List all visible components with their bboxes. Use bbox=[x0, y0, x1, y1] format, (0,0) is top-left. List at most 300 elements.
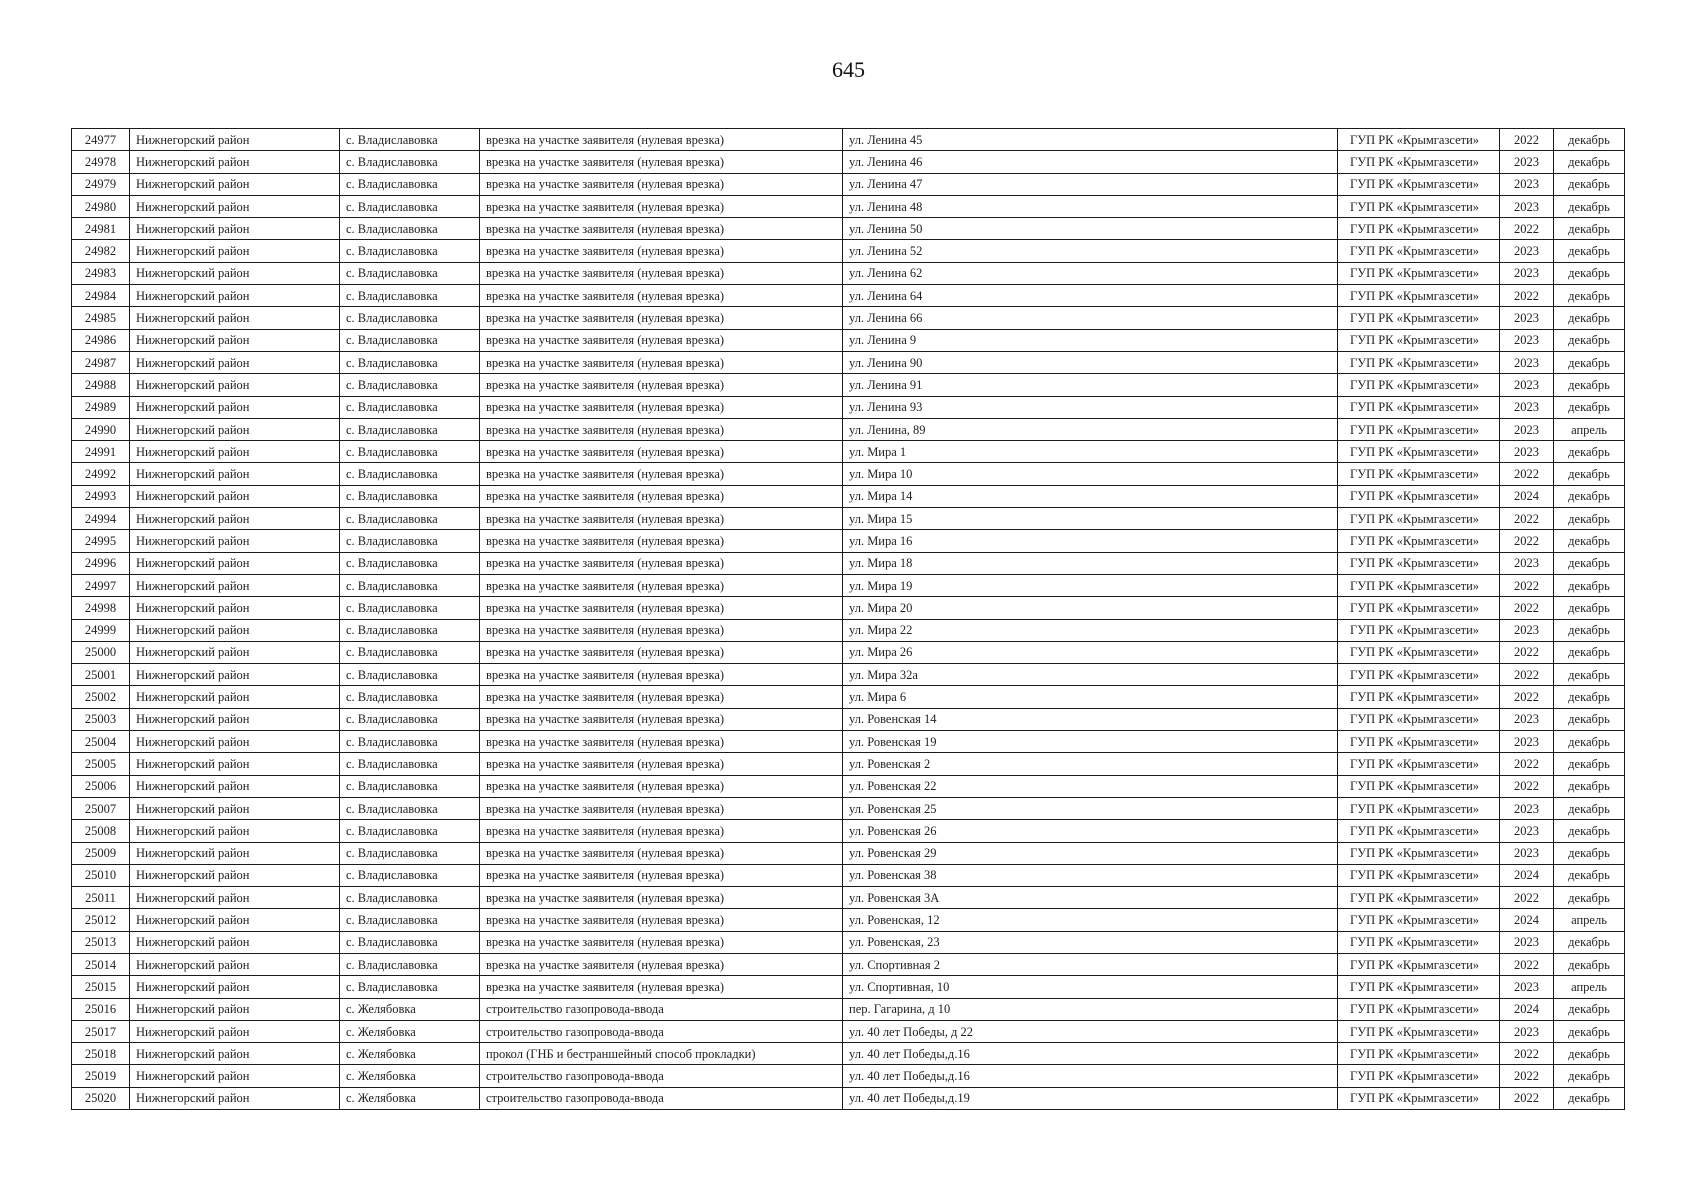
organization-cell: ГУП РК «Крымгазсети» bbox=[1338, 731, 1500, 753]
organization-cell: ГУП РК «Крымгазсети» bbox=[1338, 641, 1500, 663]
settlement-cell: с. Владиславовка bbox=[340, 953, 480, 975]
organization-cell: ГУП РК «Крымгазсети» bbox=[1338, 931, 1500, 953]
month-cell: декабрь bbox=[1554, 285, 1625, 307]
district-cell: Нижнегорский район bbox=[130, 820, 340, 842]
year-cell: 2023 bbox=[1500, 731, 1554, 753]
table-row bbox=[72, 797, 1625, 819]
settlement-cell: с. Владиславовка bbox=[340, 820, 480, 842]
table-row bbox=[72, 1020, 1625, 1042]
table-row bbox=[72, 686, 1625, 708]
work-type-cell: врезка на участке заявителя (нулевая врезка) bbox=[480, 686, 843, 708]
work-type-cell: врезка на участке заявителя (нулевая врезка) bbox=[480, 708, 843, 730]
settlement-cell: с. Владиславовка bbox=[340, 976, 480, 998]
month-cell: декабрь bbox=[1554, 240, 1625, 262]
work-type-cell: врезка на участке заявителя (нулевая врезка) bbox=[480, 374, 843, 396]
year-cell: 2024 bbox=[1500, 998, 1554, 1020]
organization-cell: ГУП РК «Крымгазсети» bbox=[1338, 1065, 1500, 1087]
organization-cell: ГУП РК «Крымгазсети» bbox=[1338, 909, 1500, 931]
organization-cell: ГУП РК «Крымгазсети» bbox=[1338, 396, 1500, 418]
work-type-cell: врезка на участке заявителя (нулевая врезка) bbox=[480, 485, 843, 507]
settlement-cell: с. Владиславовка bbox=[340, 307, 480, 329]
address-cell: ул. 40 лет Победы, д 22 bbox=[843, 1020, 1338, 1042]
work-type-cell: врезка на участке заявителя (нулевая врезка) bbox=[480, 530, 843, 552]
year-cell: 2023 bbox=[1500, 195, 1554, 217]
table-row bbox=[72, 151, 1625, 173]
address-cell: ул. Ленина 91 bbox=[843, 374, 1338, 396]
district-cell: Нижнегорский район bbox=[130, 463, 340, 485]
district-cell: Нижнегорский район bbox=[130, 508, 340, 530]
record-number-cell: 25001 bbox=[72, 664, 130, 686]
settlement-cell: с. Владиславовка bbox=[340, 485, 480, 507]
organization-cell: ГУП РК «Крымгазсети» bbox=[1338, 664, 1500, 686]
work-type-cell: строительство газопровода-ввода bbox=[480, 1087, 843, 1109]
district-cell: Нижнегорский район bbox=[130, 686, 340, 708]
work-type-cell: врезка на участке заявителя (нулевая врезка) bbox=[480, 574, 843, 596]
month-cell: декабрь bbox=[1554, 619, 1625, 641]
district-cell: Нижнегорский район bbox=[130, 998, 340, 1020]
record-number-cell: 25013 bbox=[72, 931, 130, 953]
district-cell: Нижнегорский район bbox=[130, 485, 340, 507]
register-table bbox=[71, 128, 1625, 1110]
address-cell: ул. Ровенская 26 bbox=[843, 820, 1338, 842]
district-cell: Нижнегорский район bbox=[130, 708, 340, 730]
address-cell: ул. Ленина 90 bbox=[843, 351, 1338, 373]
work-type-cell: врезка на участке заявителя (нулевая врезка) bbox=[480, 753, 843, 775]
table-row bbox=[72, 619, 1625, 641]
record-number-cell: 25003 bbox=[72, 708, 130, 730]
settlement-cell: с. Желябовка bbox=[340, 1020, 480, 1042]
settlement-cell: с. Владиславовка bbox=[340, 508, 480, 530]
month-cell: декабрь bbox=[1554, 441, 1625, 463]
table-row bbox=[72, 976, 1625, 998]
month-cell: декабрь bbox=[1554, 887, 1625, 909]
work-type-cell: врезка на участке заявителя (нулевая врезка) bbox=[480, 441, 843, 463]
organization-cell: ГУП РК «Крымгазсети» bbox=[1338, 1020, 1500, 1042]
address-cell: ул. Мира 22 bbox=[843, 619, 1338, 641]
settlement-cell: с. Желябовка bbox=[340, 1087, 480, 1109]
district-cell: Нижнегорский район bbox=[130, 574, 340, 596]
record-number-cell: 25004 bbox=[72, 731, 130, 753]
organization-cell: ГУП РК «Крымгазсети» bbox=[1338, 842, 1500, 864]
work-type-cell: врезка на участке заявителя (нулевая врезка) bbox=[480, 597, 843, 619]
work-type-cell: врезка на участке заявителя (нулевая врезка) bbox=[480, 151, 843, 173]
address-cell: ул. Ровенская 14 bbox=[843, 708, 1338, 730]
organization-cell: ГУП РК «Крымгазсети» bbox=[1338, 820, 1500, 842]
table-row bbox=[72, 285, 1625, 307]
record-number-cell: 24979 bbox=[72, 173, 130, 195]
table-row bbox=[72, 463, 1625, 485]
district-cell: Нижнегорский район bbox=[130, 775, 340, 797]
table-row bbox=[72, 195, 1625, 217]
work-type-cell: врезка на участке заявителя (нулевая врезка) bbox=[480, 731, 843, 753]
settlement-cell: с. Желябовка bbox=[340, 1065, 480, 1087]
district-cell: Нижнегорский район bbox=[130, 753, 340, 775]
record-number-cell: 25019 bbox=[72, 1065, 130, 1087]
organization-cell: ГУП РК «Крымгазсети» bbox=[1338, 998, 1500, 1020]
month-cell: декабрь bbox=[1554, 530, 1625, 552]
record-number-cell: 24981 bbox=[72, 218, 130, 240]
address-cell: ул. Ленина 50 bbox=[843, 218, 1338, 240]
work-type-cell: врезка на участке заявителя (нулевая врезка) bbox=[480, 820, 843, 842]
address-cell: пер. Гагарина, д 10 bbox=[843, 998, 1338, 1020]
organization-cell: ГУП РК «Крымгазсети» bbox=[1338, 240, 1500, 262]
address-cell: ул. Ленина 93 bbox=[843, 396, 1338, 418]
record-number-cell: 24988 bbox=[72, 374, 130, 396]
district-cell: Нижнегорский район bbox=[130, 552, 340, 574]
organization-cell: ГУП РК «Крымгазсети» bbox=[1338, 351, 1500, 373]
year-cell: 2024 bbox=[1500, 909, 1554, 931]
record-number-cell: 24990 bbox=[72, 418, 130, 440]
organization-cell: ГУП РК «Крымгазсети» bbox=[1338, 775, 1500, 797]
year-cell: 2023 bbox=[1500, 240, 1554, 262]
address-cell: ул. Ленина 64 bbox=[843, 285, 1338, 307]
month-cell: декабрь bbox=[1554, 842, 1625, 864]
settlement-cell: с. Владиславовка bbox=[340, 641, 480, 663]
district-cell: Нижнегорский район bbox=[130, 351, 340, 373]
year-cell: 2022 bbox=[1500, 1065, 1554, 1087]
settlement-cell: с. Владиславовка bbox=[340, 463, 480, 485]
work-type-cell: врезка на участке заявителя (нулевая врезка) bbox=[480, 864, 843, 886]
district-cell: Нижнегорский район bbox=[130, 597, 340, 619]
record-number-cell: 24995 bbox=[72, 530, 130, 552]
year-cell: 2022 bbox=[1500, 463, 1554, 485]
organization-cell: ГУП РК «Крымгазсети» bbox=[1338, 574, 1500, 596]
year-cell: 2022 bbox=[1500, 129, 1554, 151]
record-number-cell: 24982 bbox=[72, 240, 130, 262]
address-cell: ул. Мира 18 bbox=[843, 552, 1338, 574]
table-row bbox=[72, 1043, 1625, 1065]
settlement-cell: с. Владиславовка bbox=[340, 797, 480, 819]
table-row bbox=[72, 731, 1625, 753]
year-cell: 2023 bbox=[1500, 351, 1554, 373]
table-row bbox=[72, 641, 1625, 663]
table-row bbox=[72, 842, 1625, 864]
work-type-cell: врезка на участке заявителя (нулевая врезка) bbox=[480, 775, 843, 797]
address-cell: ул. Ленина 45 bbox=[843, 129, 1338, 151]
year-cell: 2022 bbox=[1500, 530, 1554, 552]
table-row bbox=[72, 218, 1625, 240]
district-cell: Нижнегорский район bbox=[130, 664, 340, 686]
settlement-cell: с. Владиславовка bbox=[340, 686, 480, 708]
district-cell: Нижнегорский район bbox=[130, 307, 340, 329]
organization-cell: ГУП РК «Крымгазсети» bbox=[1338, 708, 1500, 730]
address-cell: ул. 40 лет Победы,д.19 bbox=[843, 1087, 1338, 1109]
record-number-cell: 25002 bbox=[72, 686, 130, 708]
month-cell: декабрь bbox=[1554, 931, 1625, 953]
settlement-cell: с. Владиславовка bbox=[340, 619, 480, 641]
settlement-cell: с. Владиславовка bbox=[340, 552, 480, 574]
organization-cell: ГУП РК «Крымгазсети» bbox=[1338, 418, 1500, 440]
organization-cell: ГУП РК «Крымгазсети» bbox=[1338, 864, 1500, 886]
settlement-cell: с. Владиславовка bbox=[340, 931, 480, 953]
settlement-cell: с. Владиславовка bbox=[340, 218, 480, 240]
record-number-cell: 24978 bbox=[72, 151, 130, 173]
year-cell: 2023 bbox=[1500, 842, 1554, 864]
work-type-cell: врезка на участке заявителя (нулевая врезка) bbox=[480, 976, 843, 998]
year-cell: 2022 bbox=[1500, 1043, 1554, 1065]
year-cell: 2022 bbox=[1500, 285, 1554, 307]
record-number-cell: 24993 bbox=[72, 485, 130, 507]
month-cell: декабрь bbox=[1554, 731, 1625, 753]
work-type-cell: врезка на участке заявителя (нулевая врезка) bbox=[480, 329, 843, 351]
year-cell: 2023 bbox=[1500, 820, 1554, 842]
organization-cell: ГУП РК «Крымгазсети» bbox=[1338, 1043, 1500, 1065]
month-cell: декабрь bbox=[1554, 307, 1625, 329]
settlement-cell: с. Владиславовка bbox=[340, 864, 480, 886]
month-cell: декабрь bbox=[1554, 664, 1625, 686]
table-row bbox=[72, 129, 1625, 151]
address-cell: ул. Ленина 62 bbox=[843, 262, 1338, 284]
organization-cell: ГУП РК «Крымгазсети» bbox=[1338, 173, 1500, 195]
month-cell: декабрь bbox=[1554, 1043, 1625, 1065]
work-type-cell: врезка на участке заявителя (нулевая врезка) bbox=[480, 664, 843, 686]
month-cell: декабрь bbox=[1554, 686, 1625, 708]
record-number-cell: 24985 bbox=[72, 307, 130, 329]
table-row bbox=[72, 953, 1625, 975]
settlement-cell: с. Владиславовка bbox=[340, 329, 480, 351]
month-cell: декабрь bbox=[1554, 1087, 1625, 1109]
settlement-cell: с. Владиславовка bbox=[340, 285, 480, 307]
address-cell: ул. 40 лет Победы,д.16 bbox=[843, 1043, 1338, 1065]
settlement-cell: с. Владиславовка bbox=[340, 708, 480, 730]
table-row bbox=[72, 775, 1625, 797]
table-row bbox=[72, 485, 1625, 507]
month-cell: декабрь bbox=[1554, 998, 1625, 1020]
district-cell: Нижнегорский район bbox=[130, 441, 340, 463]
work-type-cell: прокол (ГНБ и бестраншейный способ прокладки) bbox=[480, 1043, 843, 1065]
month-cell: декабрь bbox=[1554, 1020, 1625, 1042]
record-number-cell: 25017 bbox=[72, 1020, 130, 1042]
record-number-cell: 24992 bbox=[72, 463, 130, 485]
work-type-cell: врезка на участке заявителя (нулевая врезка) bbox=[480, 953, 843, 975]
address-cell: ул. Мира 14 bbox=[843, 485, 1338, 507]
year-cell: 2023 bbox=[1500, 708, 1554, 730]
work-type-cell: врезка на участке заявителя (нулевая врезка) bbox=[480, 240, 843, 262]
work-type-cell: врезка на участке заявителя (нулевая врезка) bbox=[480, 285, 843, 307]
record-number-cell: 25014 bbox=[72, 953, 130, 975]
register-body bbox=[72, 129, 1625, 1110]
table-row bbox=[72, 552, 1625, 574]
organization-cell: ГУП РК «Крымгазсети» bbox=[1338, 329, 1500, 351]
month-cell: декабрь bbox=[1554, 351, 1625, 373]
record-number-cell: 25012 bbox=[72, 909, 130, 931]
work-type-cell: врезка на участке заявителя (нулевая врезка) bbox=[480, 842, 843, 864]
address-cell: ул. Ленина, 89 bbox=[843, 418, 1338, 440]
organization-cell: ГУП РК «Крымгазсети» bbox=[1338, 485, 1500, 507]
settlement-cell: с. Владиславовка bbox=[340, 909, 480, 931]
table-row bbox=[72, 173, 1625, 195]
organization-cell: ГУП РК «Крымгазсети» bbox=[1338, 441, 1500, 463]
address-cell: ул. Ровенская, 23 bbox=[843, 931, 1338, 953]
district-cell: Нижнегорский район bbox=[130, 731, 340, 753]
record-number-cell: 24980 bbox=[72, 195, 130, 217]
work-type-cell: строительство газопровода-ввода bbox=[480, 1065, 843, 1087]
year-cell: 2023 bbox=[1500, 931, 1554, 953]
year-cell: 2022 bbox=[1500, 664, 1554, 686]
table-row bbox=[72, 508, 1625, 530]
settlement-cell: с. Владиславовка bbox=[340, 351, 480, 373]
address-cell: ул. Мира 20 bbox=[843, 597, 1338, 619]
organization-cell: ГУП РК «Крымгазсети» bbox=[1338, 151, 1500, 173]
address-cell: ул. Ровенская 3А bbox=[843, 887, 1338, 909]
work-type-cell: врезка на участке заявителя (нулевая врезка) bbox=[480, 351, 843, 373]
month-cell: апрель bbox=[1554, 976, 1625, 998]
settlement-cell: с. Владиславовка bbox=[340, 887, 480, 909]
address-cell: ул. Мира 6 bbox=[843, 686, 1338, 708]
address-cell: ул. Ровенская 25 bbox=[843, 797, 1338, 819]
month-cell: декабрь bbox=[1554, 508, 1625, 530]
settlement-cell: с. Владиславовка bbox=[340, 731, 480, 753]
year-cell: 2022 bbox=[1500, 1087, 1554, 1109]
record-number-cell: 25005 bbox=[72, 753, 130, 775]
address-cell: ул. Ленина 9 bbox=[843, 329, 1338, 351]
district-cell: Нижнегорский район bbox=[130, 418, 340, 440]
month-cell: декабрь bbox=[1554, 864, 1625, 886]
record-number-cell: 24991 bbox=[72, 441, 130, 463]
organization-cell: ГУП РК «Крымгазсети» bbox=[1338, 530, 1500, 552]
district-cell: Нижнегорский район bbox=[130, 530, 340, 552]
address-cell: ул. Ровенская 22 bbox=[843, 775, 1338, 797]
month-cell: апрель bbox=[1554, 418, 1625, 440]
work-type-cell: врезка на участке заявителя (нулевая врезка) bbox=[480, 931, 843, 953]
table-row bbox=[72, 1087, 1625, 1109]
year-cell: 2022 bbox=[1500, 753, 1554, 775]
work-type-cell: врезка на участке заявителя (нулевая врезка) bbox=[480, 262, 843, 284]
month-cell: декабрь bbox=[1554, 485, 1625, 507]
district-cell: Нижнегорский район bbox=[130, 976, 340, 998]
organization-cell: ГУП РК «Крымгазсети» bbox=[1338, 686, 1500, 708]
district-cell: Нижнегорский район bbox=[130, 329, 340, 351]
settlement-cell: с. Владиславовка bbox=[340, 262, 480, 284]
table-row bbox=[72, 441, 1625, 463]
month-cell: декабрь bbox=[1554, 195, 1625, 217]
work-type-cell: врезка на участке заявителя (нулевая врезка) bbox=[480, 508, 843, 530]
work-type-cell: строительство газопровода-ввода bbox=[480, 1020, 843, 1042]
table-row bbox=[72, 574, 1625, 596]
month-cell: декабрь bbox=[1554, 820, 1625, 842]
record-number-cell: 24987 bbox=[72, 351, 130, 373]
settlement-cell: с. Владиславовка bbox=[340, 753, 480, 775]
address-cell: ул. Мира 10 bbox=[843, 463, 1338, 485]
table-row bbox=[72, 820, 1625, 842]
table-row bbox=[72, 1065, 1625, 1087]
table-row bbox=[72, 708, 1625, 730]
year-cell: 2023 bbox=[1500, 374, 1554, 396]
address-cell: ул. Спортивная 2 bbox=[843, 953, 1338, 975]
record-number-cell: 25020 bbox=[72, 1087, 130, 1109]
settlement-cell: с. Владиславовка bbox=[340, 374, 480, 396]
district-cell: Нижнегорский район bbox=[130, 1020, 340, 1042]
year-cell: 2022 bbox=[1500, 887, 1554, 909]
table-row bbox=[72, 351, 1625, 373]
organization-cell: ГУП РК «Крымгазсети» bbox=[1338, 597, 1500, 619]
year-cell: 2023 bbox=[1500, 619, 1554, 641]
record-number-cell: 24984 bbox=[72, 285, 130, 307]
district-cell: Нижнегорский район bbox=[130, 129, 340, 151]
work-type-cell: врезка на участке заявителя (нулевая врезка) bbox=[480, 129, 843, 151]
record-number-cell: 25011 bbox=[72, 887, 130, 909]
organization-cell: ГУП РК «Крымгазсети» bbox=[1338, 887, 1500, 909]
table-row bbox=[72, 240, 1625, 262]
address-cell: ул. Ровенская 29 bbox=[843, 842, 1338, 864]
settlement-cell: с. Владиславовка bbox=[340, 418, 480, 440]
table-row bbox=[72, 374, 1625, 396]
work-type-cell: врезка на участке заявителя (нулевая врезка) bbox=[480, 173, 843, 195]
settlement-cell: с. Владиславовка bbox=[340, 396, 480, 418]
address-cell: ул. Мира 26 bbox=[843, 641, 1338, 663]
address-cell: ул. Ленина 66 bbox=[843, 307, 1338, 329]
month-cell: декабрь bbox=[1554, 374, 1625, 396]
record-number-cell: 25000 bbox=[72, 641, 130, 663]
address-cell: ул. Ленина 52 bbox=[843, 240, 1338, 262]
address-cell: ул. Ленина 47 bbox=[843, 173, 1338, 195]
record-number-cell: 24999 bbox=[72, 619, 130, 641]
district-cell: Нижнегорский район bbox=[130, 285, 340, 307]
year-cell: 2023 bbox=[1500, 418, 1554, 440]
address-cell: ул. Ровенская 2 bbox=[843, 753, 1338, 775]
work-type-cell: врезка на участке заявителя (нулевая врезка) bbox=[480, 797, 843, 819]
year-cell: 2022 bbox=[1500, 218, 1554, 240]
record-number-cell: 25008 bbox=[72, 820, 130, 842]
year-cell: 2022 bbox=[1500, 574, 1554, 596]
district-cell: Нижнегорский район bbox=[130, 619, 340, 641]
district-cell: Нижнегорский район bbox=[130, 173, 340, 195]
record-number-cell: 24977 bbox=[72, 129, 130, 151]
organization-cell: ГУП РК «Крымгазсети» bbox=[1338, 129, 1500, 151]
settlement-cell: с. Владиславовка bbox=[340, 530, 480, 552]
table-row bbox=[72, 931, 1625, 953]
record-number-cell: 24994 bbox=[72, 508, 130, 530]
district-cell: Нижнегорский район bbox=[130, 864, 340, 886]
year-cell: 2023 bbox=[1500, 552, 1554, 574]
organization-cell: ГУП РК «Крымгазсети» bbox=[1338, 1087, 1500, 1109]
address-cell: ул. Мира 16 bbox=[843, 530, 1338, 552]
table-row bbox=[72, 329, 1625, 351]
organization-cell: ГУП РК «Крымгазсети» bbox=[1338, 753, 1500, 775]
work-type-cell: врезка на участке заявителя (нулевая врезка) bbox=[480, 396, 843, 418]
year-cell: 2023 bbox=[1500, 441, 1554, 463]
organization-cell: ГУП РК «Крымгазсети» bbox=[1338, 976, 1500, 998]
settlement-cell: с. Желябовка bbox=[340, 1043, 480, 1065]
district-cell: Нижнегорский район bbox=[130, 1043, 340, 1065]
district-cell: Нижнегорский район bbox=[130, 1065, 340, 1087]
settlement-cell: с. Владиславовка bbox=[340, 441, 480, 463]
table-row bbox=[72, 664, 1625, 686]
settlement-cell: с. Владиславовка bbox=[340, 842, 480, 864]
settlement-cell: с. Владиславовка bbox=[340, 664, 480, 686]
settlement-cell: с. Владиславовка bbox=[340, 597, 480, 619]
organization-cell: ГУП РК «Крымгазсети» bbox=[1338, 195, 1500, 217]
district-cell: Нижнегорский район bbox=[130, 195, 340, 217]
district-cell: Нижнегорский район bbox=[130, 374, 340, 396]
address-cell: ул. Ровенская 19 bbox=[843, 731, 1338, 753]
month-cell: декабрь bbox=[1554, 173, 1625, 195]
record-number-cell: 25009 bbox=[72, 842, 130, 864]
table-row bbox=[72, 998, 1625, 1020]
organization-cell: ГУП РК «Крымгазсети» bbox=[1338, 552, 1500, 574]
record-number-cell: 24996 bbox=[72, 552, 130, 574]
district-cell: Нижнегорский район bbox=[130, 842, 340, 864]
month-cell: декабрь bbox=[1554, 396, 1625, 418]
address-cell: ул. 40 лет Победы,д.16 bbox=[843, 1065, 1338, 1087]
address-cell: ул. Ленина 46 bbox=[843, 151, 1338, 173]
year-cell: 2023 bbox=[1500, 1020, 1554, 1042]
table-row bbox=[72, 418, 1625, 440]
settlement-cell: с. Владиславовка bbox=[340, 775, 480, 797]
work-type-cell: врезка на участке заявителя (нулевая врезка) bbox=[480, 218, 843, 240]
table-row bbox=[72, 396, 1625, 418]
address-cell: ул. Ровенская 38 bbox=[843, 864, 1338, 886]
